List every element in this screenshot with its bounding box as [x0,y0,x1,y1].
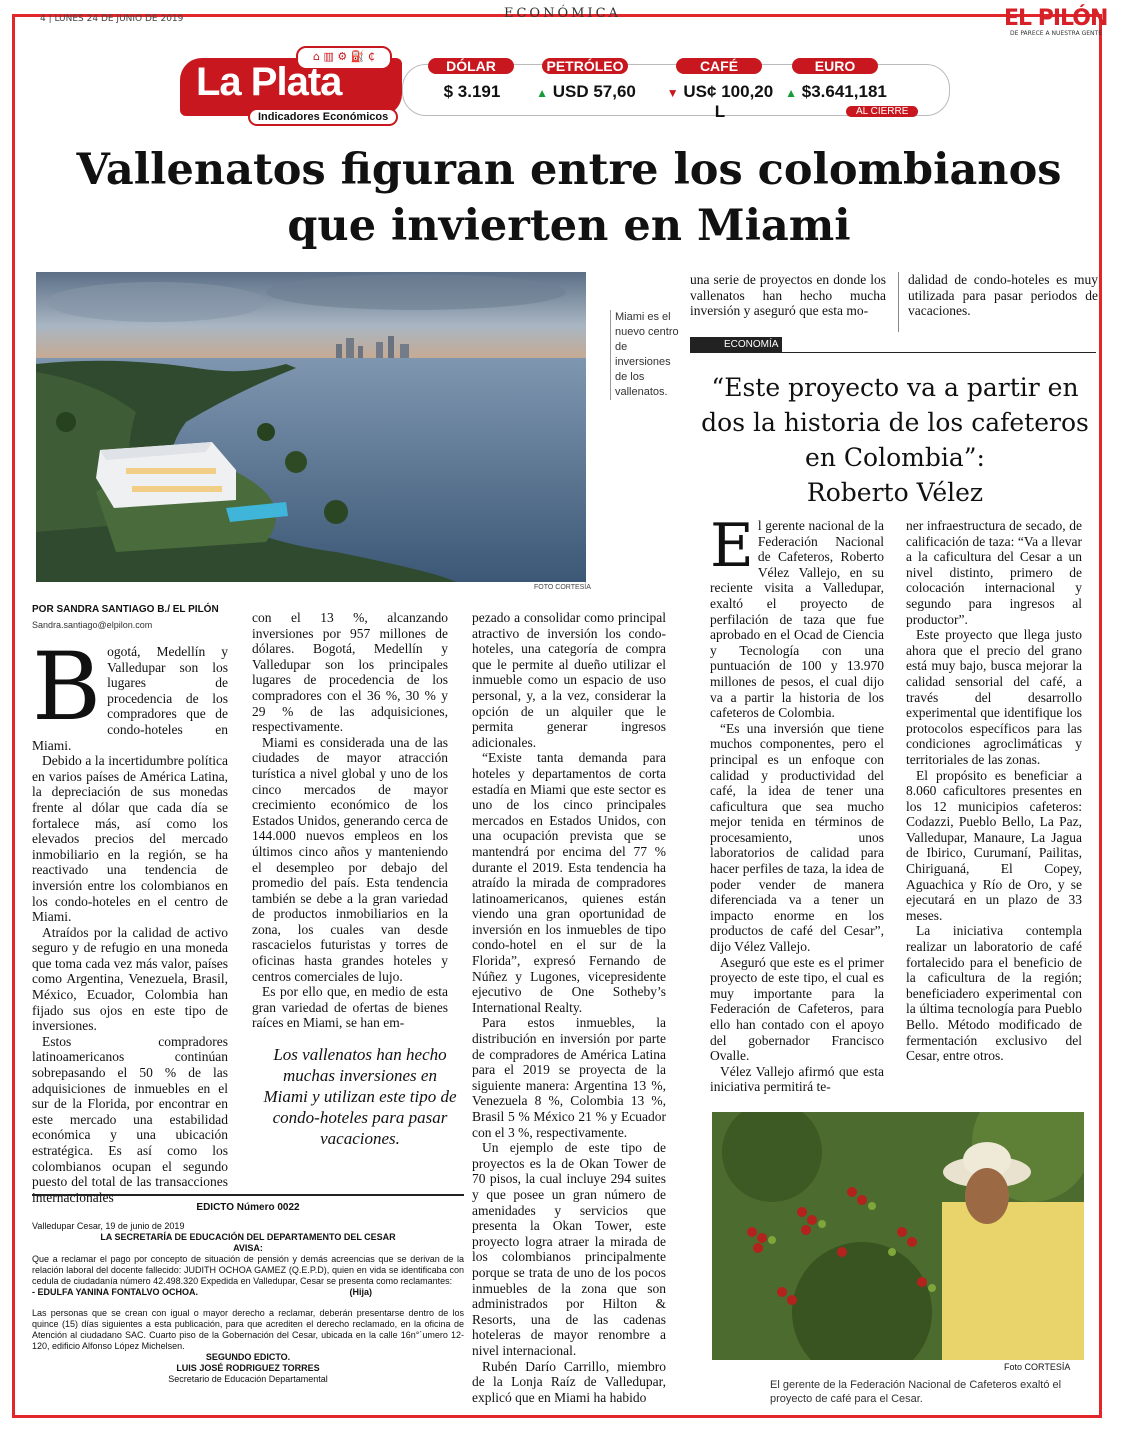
paragraph: Un ejemplo de este tipo de proyectos es la de Okan Tower de 70 pisos, la cual incluye 294 suites y que posee un gran número de amenidades y servicios que presenta la Okan Tower, este proyecto logra atraer la mirada de los colombianos principalmente porque se trata de uno de los pocos inmuebles de la zona que son administrados por Hilton & Resorts, una de las cadenas hoteleras de mayor renombre a nivel internacional. [472,1140,666,1358]
side-headline-name: Roberto Vélez [806,478,984,507]
photo-credit: Foto CORTESÍA [1004,1362,1071,1372]
paragraph: Este proyecto que llega justo ahora que el precio del grano está muy bajo, busca mejorar la calidad sensorial del café, a través del desarrollo experimental que identifique los protocolos específicos para las condiciones agroclimáticas y territoriales de las zonas. [906,627,1082,767]
indicator-value [662,82,778,122]
edicto-relation: (Hija) [349,1287,372,1297]
photo-credit: FOTO CORTESÍA [534,584,591,591]
paragraph: Es por ello que, en medio de esta gran variedad de ofertas de bienes raíces en Miami, se han em- [252,984,448,1031]
trend-down-icon: ▼ [666,86,679,100]
indicator-value-text: USD 57,60 [552,82,636,101]
side-column-a [710,511,884,1095]
paragraph: pezado a consolidar como principal atractivo de inversión los condo-hoteles, una categoría de compra que le permite al dueño utilizar el inmueble como un espacio de uso personal, y, a la vez, considerar la opción de un alquiler que le permita generar ingresos adicionales. [472,610,666,750]
drop-cap: B [32,633,102,742]
column-rule [898,272,899,332]
paragraph: “Es una inversión que tiene muchos componentes, pero el principal es un enfoque con calidad y productividad del café, la idea de tener una caficultura que sea mucho mejor tenida en términos de procesamiento, unos laboratorios de calidad para hacer perfiles de taza, la idea de poder vender de manera diferenciada va a tener un impacto enorme en los productos de café del Cesar”, dijo Vélez Vallejo. [710,720,884,955]
paragraph: El propósito es beneficiar a 8.060 caficultores presentes en los 12 municipios cafeteros: Codazzi, Pueblo Bello, La Paz, Valledupar, Manaure, La Jagua de Ibirico, Curumaní, Pailitas, Chiriguaná, El Copey, Aguachica y Río de Oro, y se ejecutará en un plazo de 33 meses. [906,767,1082,923]
paragraph: dalidad de condo-hoteles es muy utilizada para pasar periodos de vacaciones. [908,272,1098,319]
section-rule [690,352,1096,353]
la-plata-title: La Plata [196,60,342,104]
indicator-cafe [662,58,778,121]
paragraph: Estos compradores latinoamericanos continúan sobrepasando el 50 % de las adquisiciones de inmuebles en el sur de la Florida, por encontrar en este mercado una estabilidad económica y una ubicación estratégica. Es así como los colombianos ocupan el segundo puesto del total de las transacciones internacionales [32,1033,228,1205]
photo-caption: Miami es el nuevo centro de inversiones de los vallenatos. [610,310,685,400]
paragraph: con el 13 %, alcanzando inversiones por 957 millones de dólares. Bogotá, Medellín y Valledupar son los principales lugares de procedencia de los compradores con el 36 %, 30 % y 29 % de las adquisiciones, respectivamente. [252,610,448,735]
miami-photo [36,272,586,582]
section-name: ECONÓMICA [504,6,621,21]
paragraph: “Existe tanta demanda para hoteles y departamentos de corta estadía en Miami que este sector es uno de los cinco principales mercados en Estados Unidos, con una ocupación prevista que se mantendrá por encima del 77 % durante el 2019. Esta tendencia ha atraído la mirada de compradores latinoamericanos, quienes están viendo una gran oportunidad de inversión en los inmuebles de tipo condo-hotel en el sur de la Florida”, expresó Fernando de Núñez y Lugones, vicepresidente ejecutivo de One Sotheby’s International Realty. [472,750,666,1015]
paragraph: La iniciativa contempla realizar un laboratorio de café fortalecido para el beneficio de la caficultura de la región; beneficiadero experimental con la última tecnología para Pueblo Bello. Método modificado de fermentación exclusivo del Cesar, entre otros. [906,923,1082,1064]
edicto-signer: LUIS JOSÉ RODRIGUEZ TORRES [176,1363,320,1373]
paragraph: Para estos inmuebles, la distribución en inversión por parte de compradores de América Latina para el 2019 se proyecta de la siguiente manera: Argentina 13 %, Venezuela 8 %, Colombia 13 %, Brasil 5 % México 21 % y Ecuador con el 3 %, respectivamente. [472,1015,666,1140]
article-column-3 [472,610,666,1405]
edicto-claimant: - EDULFA YANINA FONTALVO OCHOA. [32,1287,199,1297]
edicto-signer-role: Secretario de Educación Departamental [168,1374,328,1384]
page-date: 4 | LUNES 24 DE JUNIO DE 2019 [40,14,184,24]
paragraph: Miami es considerada una de las ciudades de mayor atracción turística a nivel global y uno de los cinco mercados de mayor crecimiento económico de los Estados Unidos, generando cerca de 144.000 nuevos empleos en los últimos cinco años y manteniendo el desempleo por debajo del promedio del país. Esta tendencia también se debe a la gran variedad de productos inmobiliarios en la zona, los cuales van desde rascacielos futuristas y torres de oficinas hasta grandes hoteles y centros comerciales de lujo. [252,734,448,984]
paragraph: ogotá, Medellín y Valledupar son los lugares de procedencia de los compradores que de condo-hoteles en Miami. [32,644,228,753]
edicto-avisa: AVISA: [233,1243,263,1253]
article-column-5-top [908,272,1098,319]
brand-tagline: DE PARECE A NUESTRA GENTE [1010,30,1102,37]
pull-quote: Los vallenatos han hecho muchas inversiones en Miami y utilizan este tipo de condo-hoteles para pasar vacaciones. [263,1045,457,1148]
indicator-label: EURO [792,58,878,74]
edicto-title: EDICTO Número 0022 [196,1202,300,1213]
brand-logo: EL PILÓN [1004,6,1108,31]
edicto-body: Las personas que se crean con igual o mayor derecho a reclamar, deberán presentarse dentro de los quince (15) días siguientes a esta publicación, para que acrediten el derecho reclamado, en la oficina de Atención al ciudadano SAC. Cuarto piso de la Gobernación del Cesar, ubicada en la calle 16n°´umero 12-120, edificio Alfonso López Michelsen. [32,1308,464,1351]
la-plata-subtitle: Indicadores Económicos [248,108,398,126]
paragraph: Debido a la incertidumbre política en varios países de América Latina, la depreciación de sus monedas frente al dólar que cada día se fortalece más, así como los elevados precios del mercado inmobiliario en la región, se ha reactivado una tendencia de inversión entre los colombianos en los condo-hoteles en el centro de Miami. [32,753,228,925]
paragraph: Atraídos por la calidad de activo seguro y de refugio en una moneda que toma cada vez más valor, países como Argentina, Venezuela, Brasil, México, Ecuador, Colombia han fijado sus ojos en este tipo de inversiones. [32,924,228,1034]
edicto-body: Que a reclamar el pago por concepto de situación de pensión y demás acreencias que se derivan de la relación laboral del docente fallecido: JUDITH OCHOA GAMEZ (Q.E.P.D), quien en vida se identificaba con cedula de ciudadanía número 42.498.320 Expedida en Valledupar, Cesar se presenta como reclamantes: [32,1254,464,1286]
paragraph: una serie de proyectos en donde los vallenatos han hecho mucha inversión y aseguró que esta mo- [690,272,886,319]
article-column-1 [32,633,228,1205]
article-headline [40,142,1098,254]
article-column-4-top [690,272,886,319]
author-email: Sandra.santiago@elpilon.com [32,620,153,630]
indicator-value-text: $3.641,181 [801,82,887,101]
indicator-value [778,82,894,102]
side-column-b [906,518,1082,1064]
edicto-claimant-row [32,1287,372,1298]
indicator-value [528,82,644,102]
byline: POR SANDRA SANTIAGO B./ EL PILÓN [32,604,219,615]
paragraph: Aseguró que este es el primer proyecto de este tipo, el cual es muy importante para la Federación de Cafeteros, para ello han contado con el apoyo del gobernador Francisco Ovalle. [710,954,884,1064]
trend-up-icon: ▲ [536,86,548,100]
edicto-date: Valledupar Cesar, 19 de junio de 2019 [32,1221,185,1231]
closing-note: AL CIERRE [846,106,918,117]
drop-cap: E [710,511,754,581]
section-tag: ECONOMÍA [690,337,782,353]
side-headline [700,370,1090,510]
paragraph: l gerente nacional de la Federación Nacional de Cafeteros, Roberto Vélez Vallejo, en su reciente visita a Valledupar, exaltó el proyecto de perfilación de taza que fue aprobado en el Ocad de Ciencia y Tecnología con una puntuación de 100 y 13.970 millones de pesos, el cual dijo va a partir la historia de los cafeteros de Colombia. [710,518,884,721]
headline-line-1: Vallenatos figuran entre los colombianos [76,145,1062,195]
indicator-label: PETRÓLEO [542,58,628,74]
edicto-issuer: LA SECRETARÍA DE EDUCACIÓN DEL DEPARTAMENTO DEL CESAR [100,1232,396,1242]
article-column-2 [252,610,448,1031]
paragraph: ner infraestructura de secado, de calificación de taza: “Va a llevar a la caficultura del Cesar a un nivel distinto, primero de colocación internacional y segundo para ingresos al productor”. [906,518,1082,627]
side-headline-text: “Este proyecto va a partir en dos la historia de los cafeteros en Colombia”: [701,373,1089,472]
indicator-dolar [414,58,530,114]
paragraph: Vélez Vallejo afirmó que esta iniciativa permitirá te- [710,1063,884,1095]
edicto-number: SEGUNDO EDICTO. [205,1352,291,1362]
indicator-value [414,82,530,102]
indicator-value-text: $ 3.191 [443,82,501,101]
indicator-value-text: US¢ 100,20 L [683,82,774,121]
indicator-label: DÓLAR [428,58,514,74]
photo-caption: El gerente de la Federación Nacional de Cafeteros exaltó el proyecto de café para el Cesar. [770,1379,1062,1405]
indicator-label: CAFÉ [676,58,762,74]
paragraph: Rubén Darío Carrillo, miembro de la Lonja Raíz de Valledupar, explicó que en Miami ha habido [472,1358,666,1405]
indicator-petroleo [528,58,644,114]
trend-up-icon: ▲ [785,86,798,100]
edicto-notice [32,1194,464,1410]
headline-line-2: que invierten en Miami [287,201,851,251]
coffee-farmer-photo [712,1112,1084,1360]
economy-icons: ⌂ ▥ ⚙ ⛽ ₵ [296,46,392,70]
